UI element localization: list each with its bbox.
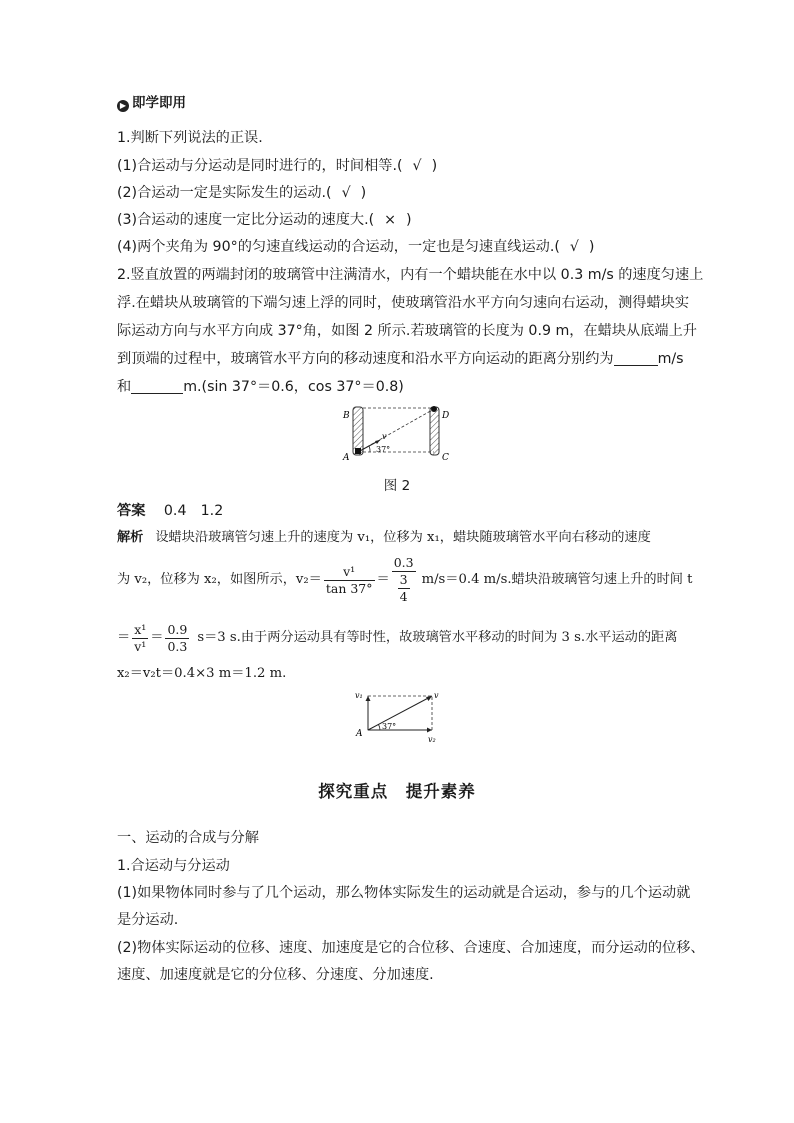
- answer-line: [117, 501, 223, 521]
- frac2-num: 0.3: [393, 555, 414, 570]
- frac2-den-num: 3: [399, 572, 408, 587]
- para-1-line-1: (1)如果物体同时参与了几个运动，那么物体实际发生的运动就是合运动，参与的几个运动就: [117, 885, 691, 901]
- q2-line-2: 浮.在蜡块从玻璃管的下端匀速上浮的同时，使玻璃管沿水平方向匀速向右运动，测得蜡块实: [117, 295, 690, 311]
- q1-item-2-mark: √: [341, 185, 351, 201]
- vec-label-v2: v₂: [428, 735, 436, 744]
- vec-label-v1: v₁: [355, 691, 363, 700]
- q2-line-5-pre: 和: [117, 379, 132, 395]
- v2-arrowhead: [427, 728, 432, 733]
- q1-title: 1.判断下列说法的正误.: [117, 130, 263, 146]
- answer-label: 答案: [117, 503, 146, 519]
- section-header: [117, 93, 186, 113]
- analysis-line-2: 为 v₂，位移为 x₂，如图所示，v₂＝ $\frac{\text{v¹}}{\tan 37^\circ}$ ＝ $\frac{0.3}{\frac{3}{4}}$ m/s＝0.4 m/s.蜡块沿玻璃管匀速上升的时间 t: [117, 555, 693, 604]
- analysis-line-1-text: 设蜡块沿玻璃管匀速上升的速度为 v₁，位移为 x₁，蜡块随玻璃管水平向右移动的速度: [155, 530, 651, 545]
- fraction-v1-tan: [324, 564, 375, 597]
- q2-line-4-text: 到顶端的过程中，玻璃管水平方向的移动速度和沿水平方向运动的距离分别约为: [117, 351, 614, 367]
- v1-arrowhead: [366, 696, 371, 701]
- q1-item-2-close: ): [360, 185, 367, 201]
- vec-label-angle: 37°: [382, 722, 397, 731]
- q2-line-5: [117, 377, 404, 397]
- label-angle: 37°: [376, 445, 391, 454]
- wax-block-end: [431, 406, 437, 412]
- fraction-0.3-over-3-4: [392, 555, 416, 605]
- q2-line-4-unit: m/s: [657, 351, 684, 367]
- figure-2-caption: 图 2: [383, 478, 411, 494]
- q2-line-1: 2.竖直放置的两端封闭的玻璃管中注满清水，内有一个蜡块能在水中以 0.3 m/s 的速度匀速上: [117, 267, 704, 283]
- analysis-line-4: x₂＝v₂t＝0.4×3 m＝1.2 m.: [117, 666, 287, 681]
- left-tube: [353, 407, 363, 455]
- v-arrow: [368, 696, 432, 730]
- q1-item-1-mark: √: [412, 158, 422, 174]
- analysis-label: 解析: [117, 530, 144, 545]
- vec-label-v: v: [434, 691, 439, 700]
- answer-blank-1[interactable]: [614, 351, 658, 366]
- para-2-line-1: (2)物体实际运动的位移、速度、加速度是它的合位移、合速度、合加速度，而分运动的位移、: [117, 940, 705, 956]
- frac3-den: v¹: [134, 638, 147, 654]
- q1-item-2: [117, 183, 366, 203]
- angle-arc: [369, 446, 370, 452]
- q1-item-1-close: ): [431, 158, 438, 174]
- q1-item-3-text: (3)合运动的速度一定比分运动的速度大.(: [117, 212, 375, 228]
- q1-item-2-text: (2)合运动一定是实际发生的运动.(: [117, 185, 332, 201]
- subsection-1-title: 1.合运动与分运动: [117, 858, 230, 874]
- frac1-den: tan 37°: [325, 580, 373, 596]
- fraction-0.9-0.3: [165, 622, 189, 655]
- frac2-den-den: 4: [399, 589, 408, 604]
- fraction-x1-v1: [132, 622, 148, 655]
- frac4-den: 0.3: [167, 638, 188, 654]
- frac1-num: v¹: [324, 564, 375, 581]
- analysis-line-3-post: s＝3 s.由于两分运动具有等时性，故玻璃管水平移动的时间为 3 s.水平运动的距离: [197, 630, 678, 645]
- para-2-line-2: 速度、加速度就是它的分位移、分速度、分加速度.: [117, 967, 434, 983]
- frac3-num: x¹: [132, 622, 148, 639]
- frac2-den: [392, 572, 416, 605]
- wax-block-start: [355, 448, 361, 454]
- label-a: A: [343, 453, 350, 463]
- para-1-line-2: 是分运动.: [117, 912, 179, 928]
- label-b: B: [343, 411, 350, 421]
- answer-values: 0.4 1.2: [163, 503, 224, 519]
- analysis-line-2-pre: 为 v₂，位移为 x₂，如图所示，v₂＝: [117, 572, 322, 587]
- analysis-line-3: ＝ $\frac{\text{x¹}}{\text{v¹}}$ ＝ $\frac{0.9}{0.3}$ s＝3 s.由于两分运动具有等时性，故玻璃管水平移动的时间为 3 s.水平运动的距离: [117, 621, 678, 654]
- label-d: D: [442, 411, 450, 421]
- q1-item-4: [117, 237, 594, 257]
- vec-label-a: A: [356, 729, 363, 739]
- analysis-line-1: [117, 528, 651, 548]
- q2-line-3: 际运动方向与水平方向成 37°角，如图 2 所示.若玻璃管的长度为 0.9 m，在蜡块从底端上升: [117, 323, 697, 339]
- label-v: v: [382, 432, 387, 441]
- q1-item-3-mark: ×: [384, 212, 397, 228]
- frac4-num: 0.9: [167, 621, 188, 637]
- vector-diagram: [352, 688, 444, 744]
- q1-item-3-close: ): [406, 212, 412, 228]
- analysis-line-2-post: m/s＝0.4 m/s.蜡块沿玻璃管匀速上升的时间 t: [421, 572, 693, 587]
- q1-item-4-mark: √: [569, 239, 579, 255]
- velocity-arrowhead: [375, 440, 380, 444]
- vector-angle-arc: [379, 725, 381, 731]
- section-2-title: 探究重点 提升素养: [318, 782, 476, 801]
- q1-item-1: [117, 156, 437, 176]
- q2-line-5-post: m.(sin 37°＝0.6，cos 37°＝0.8): [183, 379, 404, 395]
- q1-item-1-text: (1)合运动与分运动是同时进行的，时间相等.(: [117, 158, 403, 174]
- q1-item-4-text: (4)两个夹角为 90°的匀速直线运动的合运动，一定也是匀速直线运动.(: [117, 239, 560, 255]
- subsection-heading: 一、运动的合成与分解: [117, 830, 259, 846]
- answer-blank-2[interactable]: [131, 379, 183, 394]
- right-tube: [430, 407, 439, 455]
- play-icon: ▶: [117, 100, 129, 112]
- frac2-den-frac: [398, 572, 410, 605]
- q1-item-3: [117, 210, 412, 230]
- label-c: C: [442, 453, 449, 463]
- q2-line-4: [117, 349, 684, 369]
- section-label: 即学即用: [132, 95, 186, 111]
- q1-item-4-close: ): [588, 239, 595, 255]
- figure-2-diagram: [338, 402, 458, 466]
